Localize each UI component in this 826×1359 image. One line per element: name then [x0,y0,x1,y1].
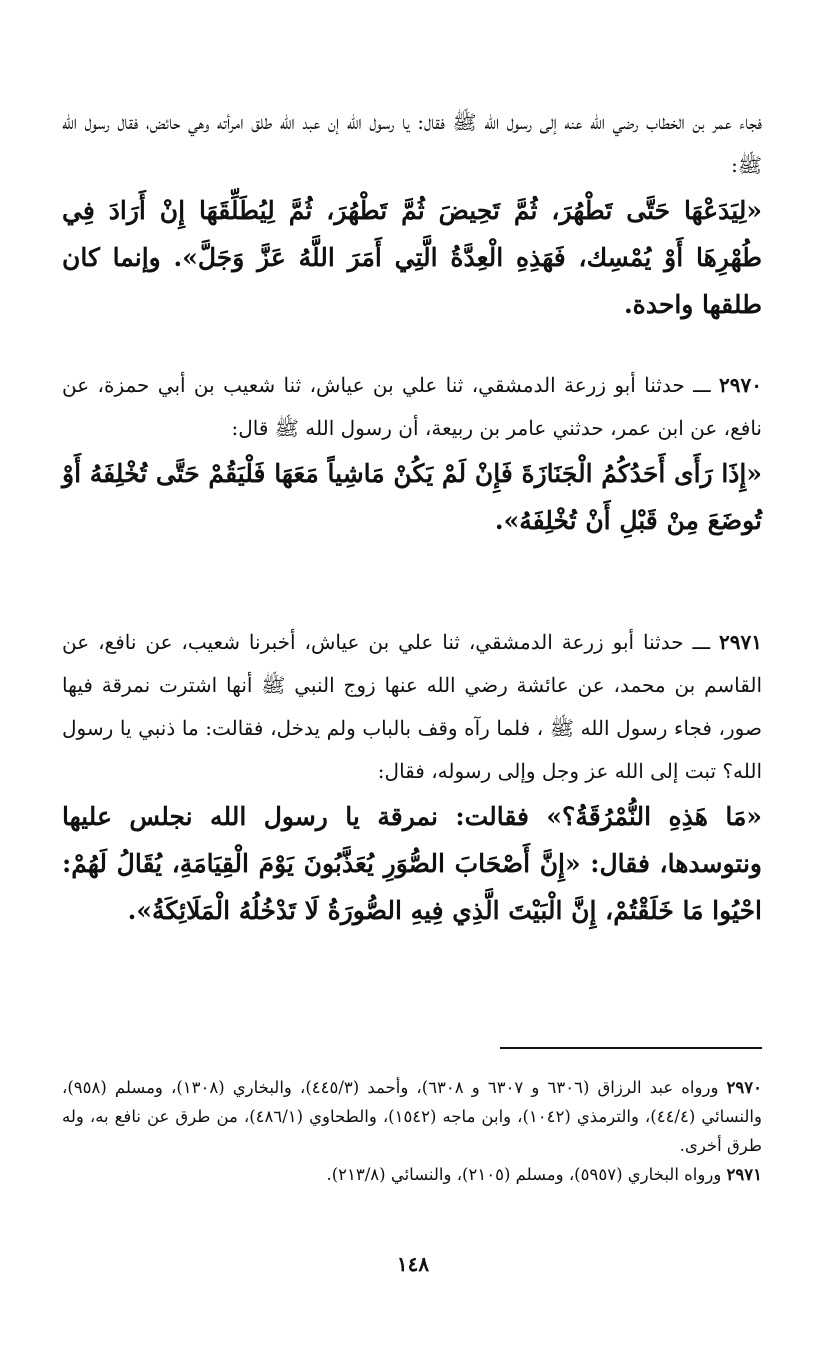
footnote-number: ٢٩٧١ [726,1165,762,1184]
prophetic-quote: «لِيَدَعْهَا حَتَّى تَطْهُرَ، ثُمَّ تَحِيضَ ثُمَّ تَطْهُرَ، ثُمَّ لِيُطَلِّقَهَا إِنْ أَرَادَ فِي طُهْرِهَا أَوْ يُمْسِك، فَهَذِهِ الْعِدَّةُ الَّتِي أَمَرَ اللَّهُ عَزَّ وَجَلَّ». وإنما كان طلقها واحدة. [62,196,762,319]
footnote-separator [500,1047,762,1049]
hadith-matn: «مَا هَذِهِ النُّمْرُقَةُ؟» فقالت: نمرقة يا رسول الله نجلس عليها ونتوسدها، فقال: «إِنَّ أَصْحَابَ الصُّوَرِ يُعَذَّبُونَ يَوْمَ الْقِيَامَةِ، يُقَالُ لَهُمْ: احْيُوا مَا خَلَقْتُمْ، إِنَّ الْبَيْتَ الَّذِي فِيهِ الصُّورَةُ لَا تَدْخُلُهُ الْمَلَائِكَةُ». [62,802,762,925]
footnote-2971 [62,1160,762,1189]
hadith-number: ٢٩٧٠ [719,373,762,397]
passage-continuation [62,101,762,328]
hadith-isnad [62,621,762,793]
footnote-number: ٢٩٧٠ [726,1078,762,1097]
hadith-matn: «إِذَا رَأَى أَحَدُكُمُ الْجَنَازَةَ فَإِنْ لَمْ يَكُنْ مَاشِياً مَعَهَا فَلْيَقُمْ حَتَّى تُخْلِفَهُ أَوْ تُوضَعَ مِنْ قَبْلِ أَنْ تُخْلِفَهُ». [62,459,762,535]
hadith-isnad [62,364,762,450]
footnotes [62,1073,762,1189]
hadith-2971 [62,621,762,934]
footnote-2970 [62,1073,762,1160]
footnote-text: ورواه البخاري (٥٩٥٧)، ومسلم (٢١٠٥)، والنسائي (٢١٣/٨). [326,1165,727,1184]
isnad-text: حدثنا أبو زرعة الدمشقي، ثنا علي بن عياش، أخبرنا شعيب، عن نافع، عن القاسم بن محمد، عن عائشة رضي الله عنها زوج النبي ﷺ أنها اشترت نمرقة فيها صور، فجاء رسول الله ﷺ ، فلما رآه وقف بالباب ولم يدخل، فقالت: ما ذنبي يا رسول الله؟ تبت إلى الله عز وجل وإلى رسوله، فقال: [62,630,762,783]
hadith-dash: ـــ [683,630,720,654]
page-number: ١٤٨ [396,1252,430,1276]
narration-text: فجاء عمر بن الخطاب رضي الله عنه إلى رسول الله ﷺ فقال: يا رسول الله إن عبد الله طلق امرأته وهي حائض، فقال رسول الله ﷺ: [62,110,762,177]
hadith-dash: ـــ [684,373,720,397]
hadith-number: ٢٩٧١ [719,630,763,654]
isnad-text: حدثنا أبو زرعة الدمشقي، ثنا علي بن عياش، ثنا شعيب بن أبي حمزة، عن نافع، عن ابن عمر، حدثني عامر بن ربيعة، أن رسول الله ﷺ قال: [62,373,762,440]
hadith-2970 [62,364,762,544]
footnote-text: ورواه عبد الرزاق (٦٣٠٦ و ٦٣٠٧ و ٦٣٠٨)، وأحمد (٤٤٥/٣)، والبخاري (١٣٠٨)، ومسلم (٩٥٨)، والنسائي (٤٤/٤)، والترمذي (١٠٤٢)، وابن ماجه (١٥٤٢)، والطحاوي (٤٨٦/١)، من طرق عن نافع به، وله طرق أخرى. [62,1078,762,1155]
